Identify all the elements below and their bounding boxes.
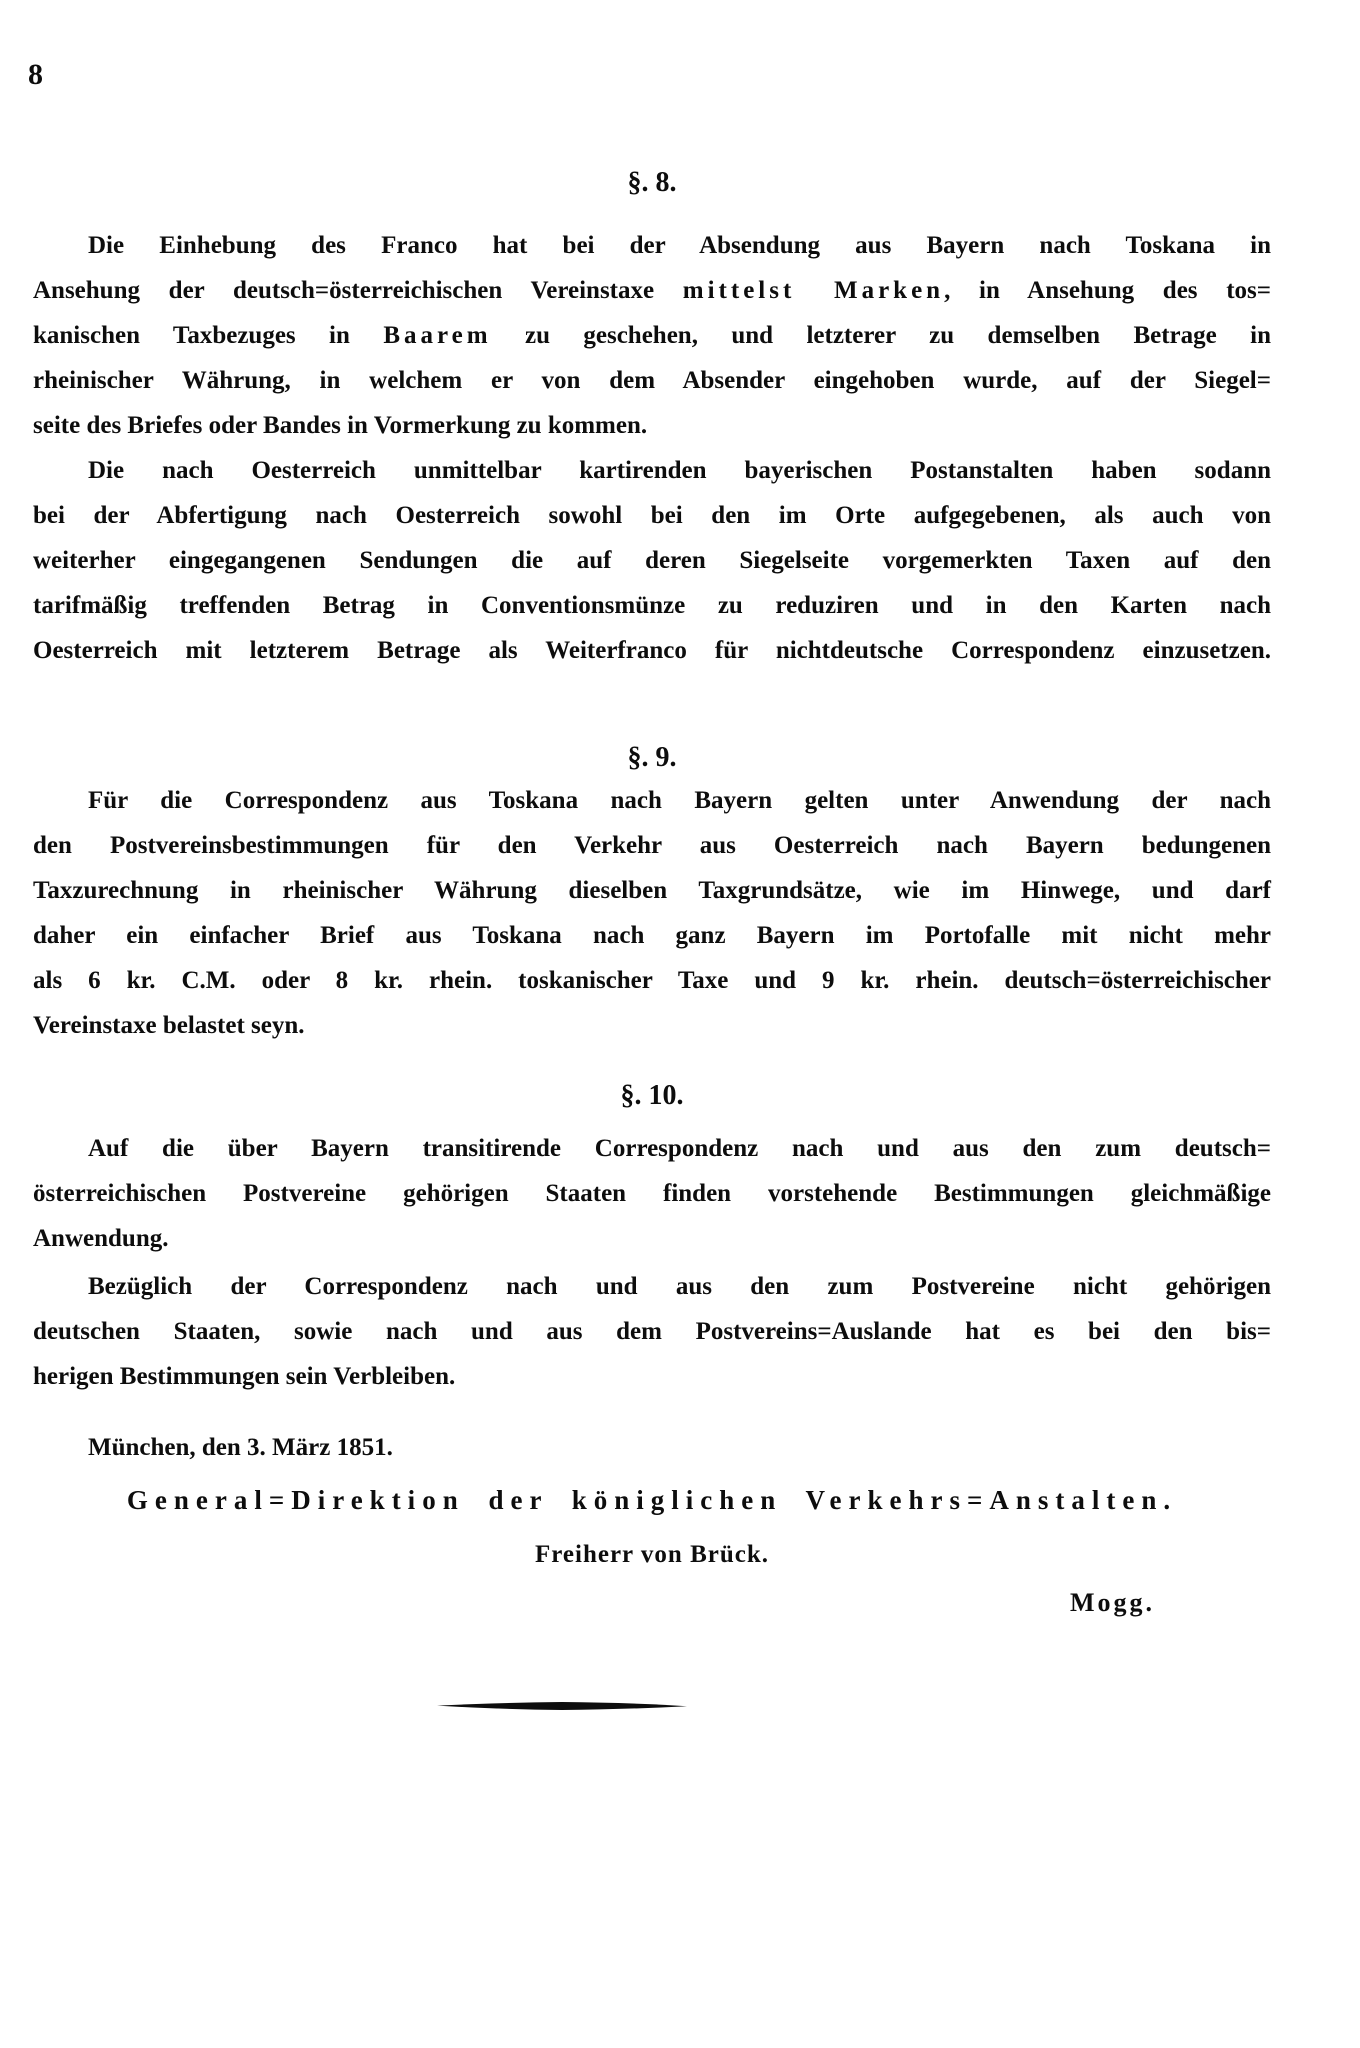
text-line: bei der Abfertigung nach Oesterreich sowohl bei den im Orte aufgegebenen, als auch von <box>33 502 1271 529</box>
text-line: Die nach Oesterreich unmittelbar kartirenden bayerischen Postanstalten haben sodann <box>88 457 1271 484</box>
section-heading-10: §. 10. <box>620 1080 684 1111</box>
text-line: Auf die über Bayern transitirende Correspondenz nach und aus den zum deutsch= <box>88 1135 1271 1162</box>
text-line: herigen Bestimmungen sein Verbleiben. <box>33 1363 456 1390</box>
paragraph-s9-1 <box>33 778 1271 1048</box>
text-line: Taxzurechnung in rheinischer Währung dieselben Taxgrundsätze, wie im Hinwege, und darf <box>33 877 1271 904</box>
text-line <box>33 313 1271 358</box>
text-segment: kanischen Taxbezuges in <box>33 322 384 349</box>
text-line: Anwendung. <box>33 1225 169 1252</box>
countersignature-line: Mogg. <box>1069 1588 1155 1617</box>
text-line: den Postvereinsbestimmungen für den Verkehr aus Oesterreich nach Bayern bedungenen <box>33 832 1271 859</box>
authority-line: General=Direktion der königlichen Verkehrs=Anstalten. <box>126 1485 1178 1515</box>
text-line: Bezüglich der Correspondenz nach und aus den zum Postvereine nicht gehörigen <box>88 1273 1271 1300</box>
section-divider-rule <box>437 1698 687 1708</box>
text-line: daher ein einfacher Brief aus Toskana nach ganz Bayern im Portofalle mit nicht mehr <box>33 922 1271 949</box>
text-line <box>33 268 1271 313</box>
text-line: Die Einhebung des Franco hat bei der Absendung aus Bayern nach Toskana in <box>88 232 1271 259</box>
text-line: deutschen Staaten, sowie nach und aus dem Postvereins=Auslande hat es bei den bis= <box>33 1318 1271 1345</box>
emphasized-text: Baarem <box>383 322 492 349</box>
text-segment: , in Ansehung des tos= <box>944 277 1271 304</box>
text-line: als 6 kr. C.M. oder 8 kr. rhein. toskanischer Taxe und 9 kr. rhein. deutsch=österreichischer <box>33 967 1271 994</box>
paragraph-s10-2 <box>33 1264 1271 1399</box>
text-line: Vereinstaxe belastet seyn. <box>33 1012 305 1039</box>
emphasized-text: mittelst Marken <box>682 277 945 304</box>
section-heading-8: §. 8. <box>627 167 677 198</box>
text-line: rheinischer Währung, in welchem er von dem Absender eingehoben wurde, auf der Siegel= <box>33 367 1271 394</box>
text-line: Oesterreich mit letzterem Betrage als Weiterfranco für nichtdeutsche Correspondenz einzusetzen. <box>33 637 1271 664</box>
dateline: München, den 3. März 1851. <box>88 1434 393 1461</box>
swelled-rule-graphic <box>437 1701 687 1711</box>
paragraph-s8-1 <box>33 223 1271 448</box>
page-number: 8 <box>28 58 43 91</box>
section-heading-9: §. 9. <box>627 742 677 773</box>
signature-line: Freiherr von Brück. <box>534 1541 770 1568</box>
text-segment: Ansehung der deutsch=österreichischen Vereinstaxe <box>33 277 683 304</box>
text-line: tarifmäßig treffenden Betrag in Conventionsmünze zu reduziren und in den Karten nach <box>33 592 1271 619</box>
text-segment: zu geschehen, und letzterer zu demselben Betrage in <box>491 322 1271 349</box>
paragraph-s10-1 <box>33 1126 1271 1261</box>
text-line: Für die Correspondenz aus Toskana nach Bayern gelten unter Anwendung der nach <box>88 787 1271 814</box>
text-line: seite des Briefes oder Bandes in Vormerkung zu kommen. <box>33 412 648 439</box>
text-line: weiterher eingegangenen Sendungen die auf deren Siegelseite vorgemerkten Taxen auf den <box>33 547 1271 574</box>
text-line: österreichischen Postvereine gehörigen Staaten finden vorstehende Bestimmungen gleichmäßige <box>33 1180 1271 1207</box>
paragraph-s8-2 <box>33 448 1271 673</box>
